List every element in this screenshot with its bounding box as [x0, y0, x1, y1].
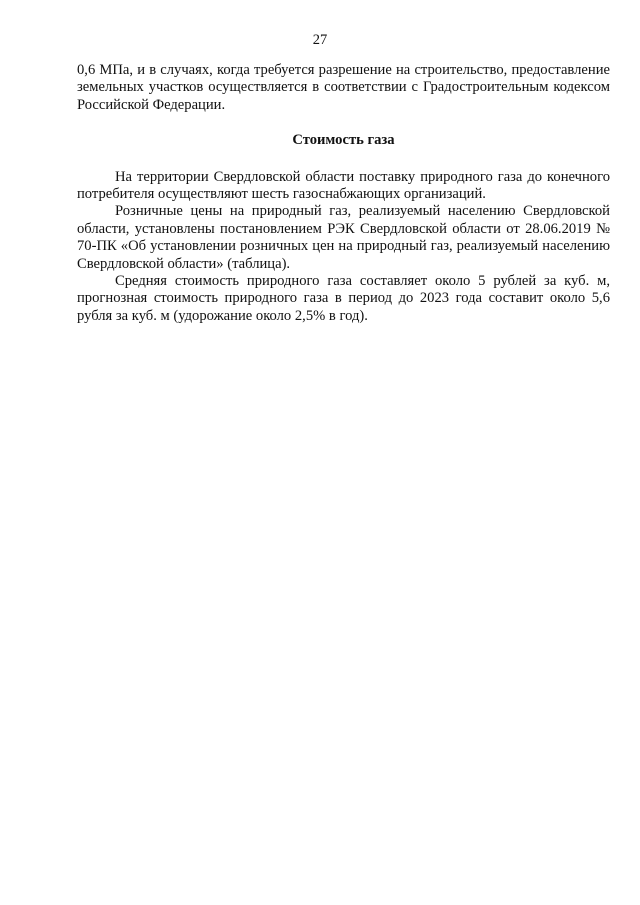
page-number: 27 [312, 32, 328, 48]
section-heading: Стоимость газа [292, 132, 395, 149]
paragraph-average-cost: Средняя стоимость природного газа составляет около 5 рублей за куб. м, прогнозная стоимость природного газа в период до 2023 года составит около 5,6 рубля за куб. м (удорожание около 2,5% в год). [77, 273, 610, 324]
paragraph-retail-prices: Розничные цены на природный газ, реализуемый населению Свердловской области, установлены постановлением РЭК Свердловской области от 28.06.2019 № 70-ПК «Об установлении розничных цен на природный газ, реализуемый населению Свердловской области» (таблица). [77, 203, 610, 272]
intro-paragraph: 0,6 МПа, и в случаях, когда требуется разрешение на строительство, предоставление земельных участков осуществляется в соответствии с Градостроительным кодексом Российской Федерации. [77, 62, 610, 113]
page-content [77, 62, 610, 325]
paragraph-gas-suppliers: На территории Свердловской области поставку природного газа до конечного потребителя осуществляют шесть газоснабжающих организаций. [77, 168, 610, 203]
